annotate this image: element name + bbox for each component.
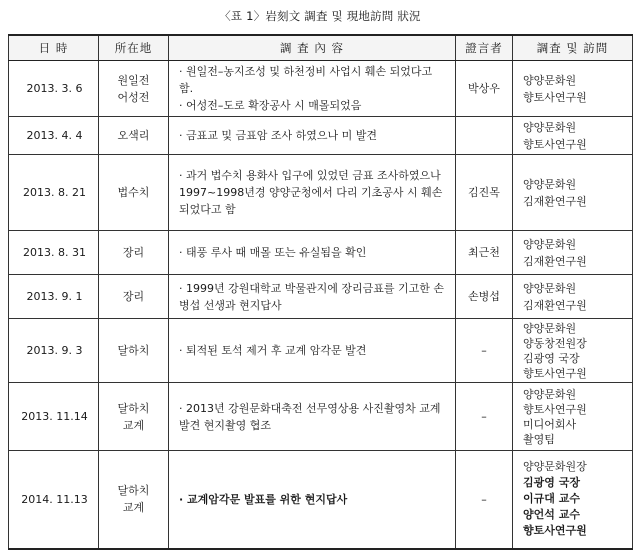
team-line: 양양문화원	[523, 281, 577, 295]
table-row	[9, 61, 633, 117]
cell-place	[99, 383, 169, 451]
cell-place	[99, 319, 169, 383]
cell-date: 2013. 9. 3	[9, 319, 99, 383]
cell-date: 2014. 11.13	[9, 451, 99, 549]
team-line: 양동창전원장	[523, 336, 587, 350]
cell-date: 2013. 11.14	[9, 383, 99, 451]
place-line: 오색리	[117, 129, 150, 142]
cell-team	[513, 117, 633, 155]
cell-place	[99, 275, 169, 319]
header-date: 日 時	[9, 35, 99, 61]
cell-witness: 최근천	[456, 231, 513, 275]
cell-witness: 박상우	[456, 61, 513, 117]
table-row	[9, 451, 633, 549]
content-line: · 퇴적된 토석 제거 후 교계 암각문 발견	[179, 344, 367, 357]
table-row	[9, 275, 633, 319]
content-line: · 교계암각문 발표를 위한 현지답사	[179, 492, 348, 506]
table-caption: 〈표 1〉岩刻文 調査 및 現地訪問 狀況	[219, 9, 421, 23]
cell-place	[99, 155, 169, 231]
table-row	[9, 383, 633, 451]
cell-team	[513, 231, 633, 275]
table-row	[9, 231, 633, 275]
team-line: 양양문화원장	[523, 460, 587, 474]
team-line: 양양문화원	[523, 73, 577, 87]
team-line: 양양문화원	[523, 237, 577, 251]
cell-witness: –	[456, 383, 513, 451]
cell-content	[169, 275, 456, 319]
survey-table	[8, 34, 633, 550]
cell-content	[169, 117, 456, 155]
team-line: 향토사연구원	[523, 137, 587, 151]
cell-witness	[456, 117, 513, 155]
place-line: 장리	[122, 290, 145, 303]
header-row	[9, 35, 633, 61]
cell-content	[169, 61, 456, 117]
team-line: 향토사연구원	[523, 524, 587, 538]
cell-witness: –	[456, 319, 513, 383]
team-line: 김재환연구원	[523, 254, 587, 268]
content-line: · 금표교 및 금표암 조사 하였으나 미 발견	[179, 129, 377, 142]
table-row	[9, 155, 633, 231]
team-line: 촬영팀	[523, 432, 555, 446]
content-line: · 어성전–도로 확장공사 시 매몰되었음	[179, 99, 362, 112]
place-line: 장리	[122, 246, 145, 259]
cell-place	[99, 61, 169, 117]
cell-content	[169, 319, 456, 383]
team-line: 김광영 국장	[523, 351, 580, 365]
cell-witness: 김진목	[456, 155, 513, 231]
team-line: 향토사연구원	[523, 402, 587, 416]
cell-team	[513, 61, 633, 117]
cell-place	[99, 231, 169, 275]
place-line: 달하치	[117, 484, 150, 498]
team-line: 향토사연구원	[523, 90, 587, 104]
table-row	[9, 117, 633, 155]
cell-content	[169, 451, 456, 549]
cell-team	[513, 383, 633, 451]
header-place: 所在地	[99, 35, 169, 61]
header-witness: 證言者	[456, 35, 513, 61]
cell-date: 2013. 4. 4	[9, 117, 99, 155]
cell-team	[513, 451, 633, 549]
header-content: 調 査 內 容	[169, 35, 456, 61]
team-line: 양양문화원	[523, 120, 577, 134]
cell-content	[169, 231, 456, 275]
cell-witness: 손병섭	[456, 275, 513, 319]
team-line: 양언석 교수	[523, 508, 580, 522]
cell-date: 2013. 9. 1	[9, 275, 99, 319]
team-line: 김재환연구원	[523, 298, 587, 312]
cell-date: 2013. 8. 31	[9, 231, 99, 275]
place-line: 교계	[122, 418, 145, 432]
content-line: · 2013년 강원문화대축전 선무영상용 사진촬영차 교계발견 현지촬영 협조	[179, 401, 441, 432]
team-line: 양양문화원	[523, 321, 577, 335]
team-line: 김광영 국장	[523, 476, 580, 490]
cell-content	[169, 383, 456, 451]
team-line: 김재환연구원	[523, 194, 587, 208]
cell-date: 2013. 3. 6	[9, 61, 99, 117]
place-line: 달하치	[117, 401, 150, 415]
cell-place	[99, 451, 169, 549]
team-line: 양양문화원	[523, 177, 577, 191]
cell-place	[99, 117, 169, 155]
cell-content	[169, 155, 456, 231]
cell-team	[513, 155, 633, 231]
content-line: · 원일전–농지조성 및 하천정비 사업시 훼손 되었다고 함.	[179, 65, 433, 95]
cell-witness: –	[456, 451, 513, 549]
team-line: 향토사연구원	[523, 366, 587, 380]
content-line: · 과거 법수치 용화사 입구에 있었던 금표 조사하였으나 1997~1998년경 양양군청에서 다리 기초공사 시 훼손되었다고 함	[179, 169, 443, 216]
content-line: · 1999년 강원대학교 박물관지에 장리금표를 기고한 손병섭 선생과 현지답사	[179, 281, 444, 312]
team-line: 미디어회사	[523, 417, 577, 431]
team-line: 양양문화원	[523, 387, 577, 401]
table-row	[9, 319, 633, 383]
place-line: 어성전	[117, 90, 150, 104]
place-line: 교계	[122, 501, 145, 515]
cell-team	[513, 275, 633, 319]
cell-date: 2013. 8. 21	[9, 155, 99, 231]
place-line: 법수치	[117, 186, 150, 199]
team-line: 이규대 교수	[523, 492, 580, 506]
header-team: 調査 및 訪問	[513, 35, 633, 61]
content-line: · 태풍 루사 때 매몰 또는 유실됨을 확인	[179, 246, 367, 259]
place-line: 달하치	[117, 344, 150, 357]
cell-team	[513, 319, 633, 383]
place-line: 원일전	[117, 73, 150, 87]
